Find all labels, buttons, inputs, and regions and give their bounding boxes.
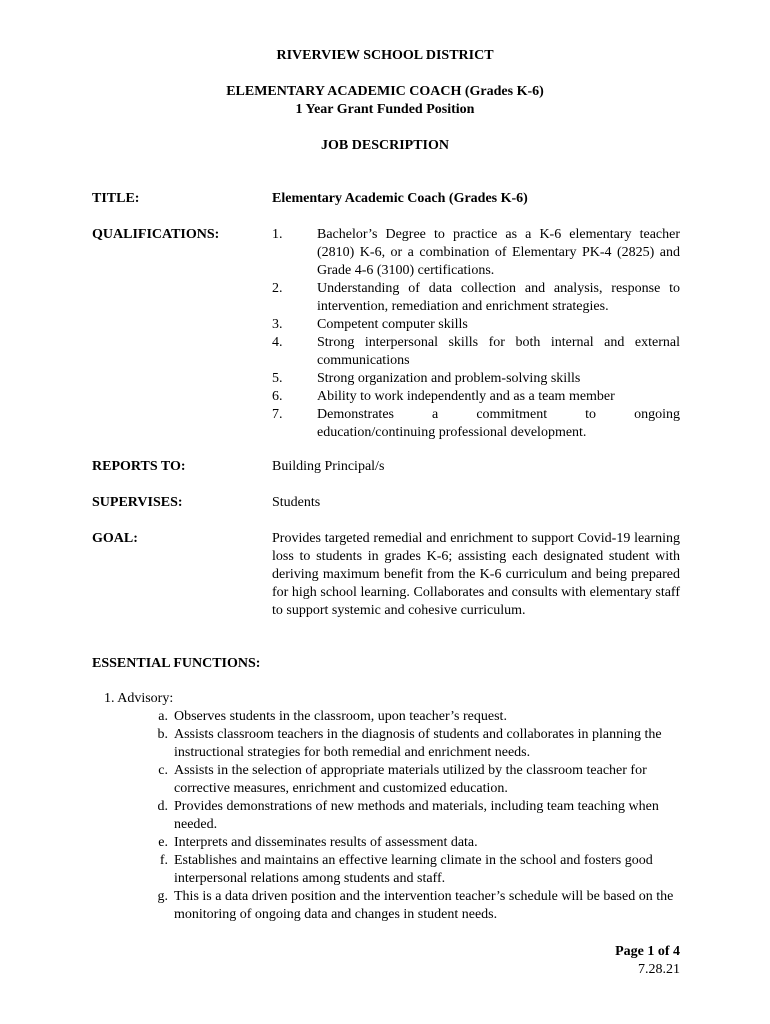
advisory-letter: b. xyxy=(157,727,168,742)
qualification-number: 5. xyxy=(272,371,283,386)
advisory-letter: c. xyxy=(158,763,168,778)
qualification-item xyxy=(272,388,680,406)
advisory-item xyxy=(146,834,681,852)
advisory-item xyxy=(146,762,681,798)
advisory-letter: a. xyxy=(158,709,168,724)
advisory-heading: 1. Advisory: xyxy=(104,691,174,706)
goal-label: GOAL: xyxy=(92,531,138,546)
qualification-number: 6. xyxy=(272,389,283,404)
page-footer xyxy=(615,943,680,979)
advisory-letter: e. xyxy=(158,835,168,850)
qualification-item xyxy=(272,316,680,334)
qualification-number: 2. xyxy=(272,281,283,296)
funding-note: 1 Year Grant Funded Position xyxy=(295,102,475,117)
position-title: ELEMENTARY ACADEMIC COACH (Grades K-6) xyxy=(226,84,544,99)
qualification-text-line: Demonstrates a commitment to ongoing xyxy=(317,407,680,422)
advisory-text: Establishes and maintains an effective learning climate in the school and fosters good interpersonal relations among students and staff. xyxy=(174,853,653,886)
advisory-letter: g. xyxy=(157,889,168,904)
qualifications-label: QUALIFICATIONS: xyxy=(92,227,220,242)
qualification-text-line: education/continuing professional development. xyxy=(317,425,587,440)
supervises-value: Students xyxy=(272,495,321,510)
qualification-item xyxy=(272,226,680,280)
qualification-number: 4. xyxy=(272,335,283,350)
advisory-text: Assists in the selection of appropriate materials utilized by the classroom teacher for corrective measures, enrichment and customized education. xyxy=(174,763,647,796)
advisory-letter: f. xyxy=(159,853,168,868)
qualification-item xyxy=(272,406,680,442)
revision-date: 7.28.21 xyxy=(638,962,680,977)
title-label: TITLE: xyxy=(92,191,140,206)
doc-type-heading: JOB DESCRIPTION xyxy=(321,138,449,153)
qualification-text: Bachelor’s Degree to practice as a K-6 elementary teacher (2810) K-6, or a combination of Elementary PK-4 (2825) and Grade 4-6 (3100) certifications. xyxy=(317,227,680,278)
advisory-item xyxy=(146,708,681,726)
advisory-text: Interprets and disseminates results of assessment data. xyxy=(174,835,478,850)
qualification-item xyxy=(272,280,680,316)
qualification-text: Ability to work independently and as a team member xyxy=(317,389,615,404)
qualification-number: 1. xyxy=(272,227,283,242)
advisory-text: Observes students in the classroom, upon teacher’s request. xyxy=(174,709,507,724)
advisory-item xyxy=(146,798,681,834)
qualification-number: 7. xyxy=(272,407,283,422)
page-number: Page 1 of 4 xyxy=(615,944,680,959)
advisory-list xyxy=(146,708,681,924)
advisory-letter: d. xyxy=(157,799,168,814)
advisory-item xyxy=(146,852,681,888)
district-name: RIVERVIEW SCHOOL DISTRICT xyxy=(276,48,494,63)
advisory-item xyxy=(146,726,681,762)
reports-to-label: REPORTS TO: xyxy=(92,459,186,474)
advisory-text: Assists classroom teachers in the diagnosis of students and collaborates in planning the instructional strategies for both remedial and enrichment needs. xyxy=(174,727,662,760)
qualification-item xyxy=(272,370,680,388)
supervises-label: SUPERVISES: xyxy=(92,495,183,510)
advisory-item xyxy=(146,888,681,924)
essential-functions-heading: ESSENTIAL FUNCTIONS: xyxy=(92,656,261,671)
qualification-number: 3. xyxy=(272,317,283,332)
goal-text: Provides targeted remedial and enrichment to support Covid-19 learning loss to students in grades K-6; assisting each designated student with deriving maximum benefit from the K-6 curriculum and being prepared for high school learning. Collaborates and consults with elementary staff to support systemic and cohesive curriculum. xyxy=(272,531,680,618)
qualifications-list xyxy=(272,226,680,442)
advisory-text: Provides demonstrations of new methods and materials, including team teaching when needed. xyxy=(174,799,659,832)
qualification-item xyxy=(272,334,680,370)
qualification-text: Understanding of data collection and analysis, response to intervention, remediation and enrichment strategies. xyxy=(317,281,680,314)
qualification-text: Strong interpersonal skills for both internal and external communications xyxy=(317,335,680,368)
advisory-text: This is a data driven position and the intervention teacher’s schedule will be based on the monitoring of ongoing data and changes in student needs. xyxy=(174,889,674,922)
title-value: Elementary Academic Coach (Grades K-6) xyxy=(272,191,528,206)
qualification-text: Strong organization and problem-solving skills xyxy=(317,371,581,386)
qualification-text: Competent computer skills xyxy=(317,317,468,332)
reports-to-value: Building Principal/s xyxy=(272,459,385,474)
